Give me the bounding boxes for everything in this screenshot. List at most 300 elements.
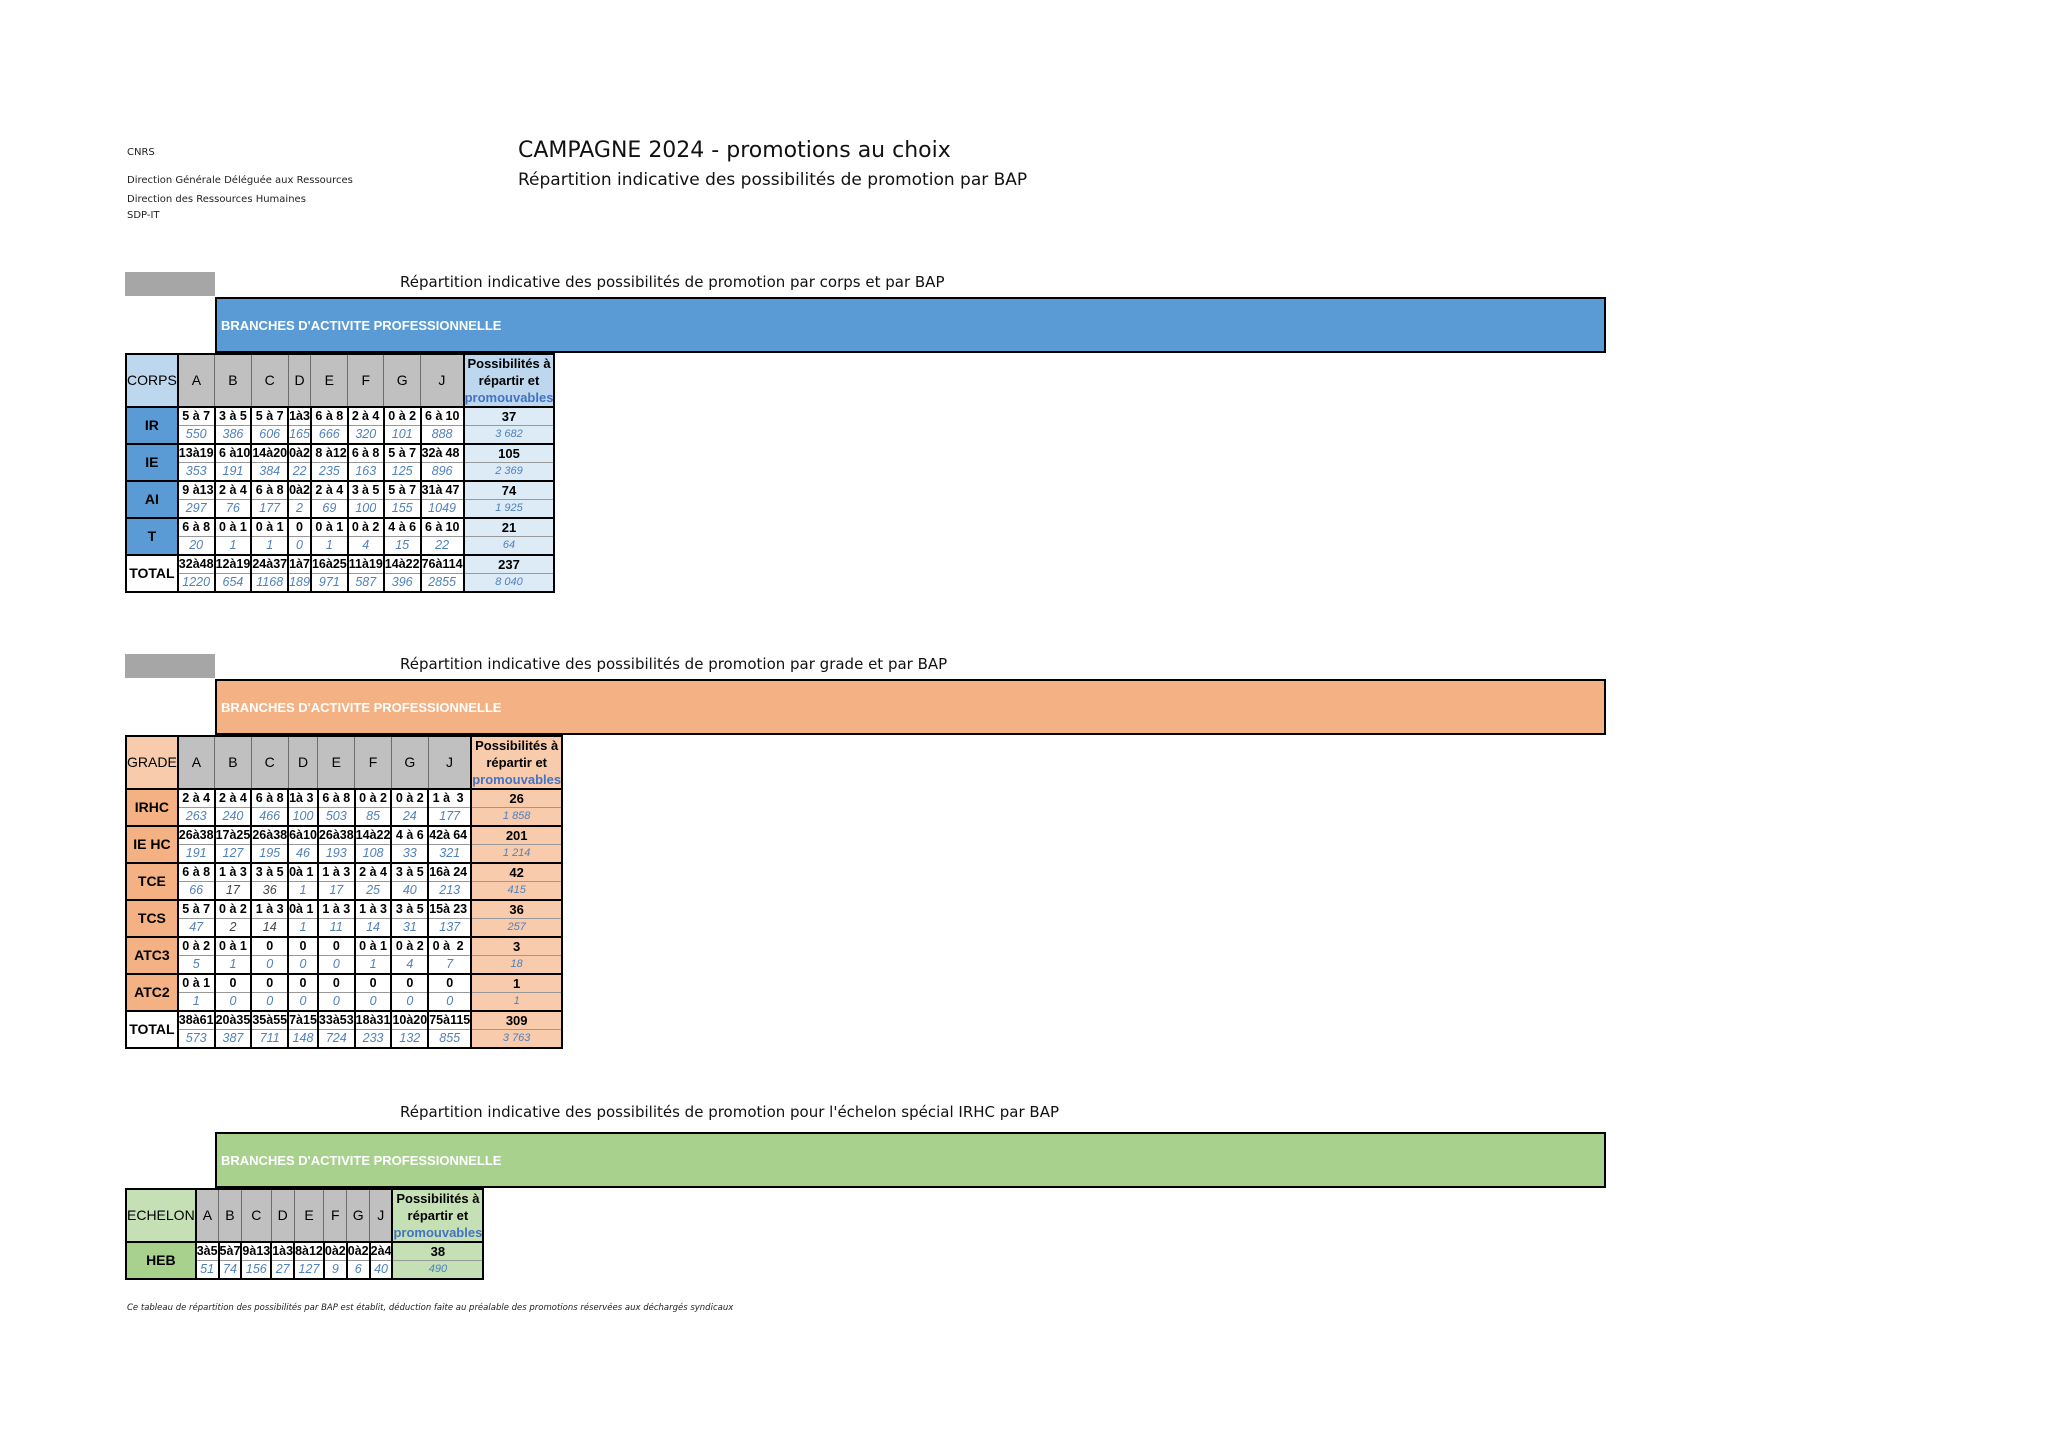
promouvables-value: 550 bbox=[178, 426, 215, 445]
range-max: 3 bbox=[340, 863, 355, 882]
range-max: 22 bbox=[377, 826, 392, 845]
range-min: 5 bbox=[219, 1242, 227, 1261]
range-max: 2 bbox=[377, 789, 392, 808]
range-max: 25 bbox=[333, 555, 348, 574]
promouvables-value: 1 bbox=[215, 537, 252, 556]
promouvables-value: 127 bbox=[294, 1261, 324, 1280]
range-min: 6 bbox=[178, 518, 193, 537]
range-sep: à bbox=[193, 481, 200, 500]
promouvables-value: 240 bbox=[215, 808, 252, 827]
promouvables-total: 1 925 bbox=[464, 500, 555, 519]
range-min: 6 bbox=[251, 789, 266, 808]
range-max: 61 bbox=[200, 1011, 215, 1030]
bap-header-e: E bbox=[294, 1189, 324, 1242]
bap-header-c: C bbox=[251, 354, 288, 407]
promouvables-value: 0 bbox=[428, 993, 471, 1012]
range-sep: à bbox=[326, 481, 333, 500]
range-sep: à bbox=[370, 1011, 377, 1030]
range-max: 7 bbox=[406, 481, 421, 500]
range-max: 23 bbox=[450, 900, 471, 919]
promouvables-value: 9 bbox=[324, 1261, 347, 1280]
range-sep: à bbox=[229, 518, 236, 537]
org-sdpit: SDP-IT bbox=[127, 210, 160, 221]
range-max: 1 bbox=[303, 863, 318, 882]
range-sep: à bbox=[227, 1242, 234, 1261]
promouvables-total: 415 bbox=[471, 882, 562, 901]
range-min: 26 bbox=[318, 826, 333, 845]
promouvables-value: 20 bbox=[178, 537, 215, 556]
promouvables-value: 31 bbox=[391, 919, 428, 938]
promouvables-value: 22 bbox=[421, 537, 464, 556]
range-max: 7 bbox=[273, 407, 288, 426]
range-max: 4 bbox=[236, 481, 251, 500]
range-max: 1 bbox=[236, 518, 251, 537]
range-max: 5 bbox=[211, 1242, 219, 1261]
poss-line2: répartir et bbox=[486, 755, 548, 770]
range-min: 4 bbox=[384, 518, 399, 537]
promouvables-value: 191 bbox=[178, 845, 215, 864]
possibilites-total: 74 bbox=[464, 481, 555, 500]
range-min: 0 bbox=[251, 518, 266, 537]
promouvables-value: 466 bbox=[251, 808, 288, 827]
range-sep: à bbox=[193, 900, 200, 919]
range-max: 64 bbox=[450, 826, 471, 845]
range-min: 3 bbox=[391, 900, 406, 919]
promouvables-value: 46 bbox=[288, 845, 318, 864]
promouvables-value: 177 bbox=[428, 808, 471, 827]
row-label: IE HC bbox=[126, 826, 178, 863]
range-max: 38 bbox=[340, 826, 355, 845]
range-min: 0 bbox=[355, 937, 370, 956]
range-sep: à bbox=[266, 481, 273, 500]
range-max: 7 bbox=[233, 1242, 241, 1261]
range-max: 5 bbox=[413, 900, 428, 919]
promouvables-value: 263 bbox=[178, 808, 215, 827]
poss-line1: Possibilités à bbox=[467, 356, 551, 371]
promouvables-value: 156 bbox=[241, 1261, 271, 1280]
range-min: 6 bbox=[311, 407, 326, 426]
range-max: 10 bbox=[442, 518, 463, 537]
range-min: 17 bbox=[215, 826, 230, 845]
corner-label: GRADE bbox=[126, 736, 178, 789]
range-max: 6 bbox=[413, 826, 428, 845]
range-max: 48 bbox=[442, 444, 463, 463]
promouvables-value: 0 bbox=[288, 993, 318, 1012]
promouvables-total: 3 763 bbox=[471, 1030, 562, 1049]
range-sep: à bbox=[443, 789, 450, 808]
range-max: 4 bbox=[385, 1242, 393, 1261]
bap-header-j: J bbox=[421, 354, 464, 407]
range-min: 32 bbox=[178, 555, 193, 574]
range-sep: à bbox=[229, 555, 236, 574]
bap-header-c: C bbox=[251, 736, 288, 789]
table-row bbox=[126, 937, 562, 956]
range-min: 14 bbox=[384, 555, 399, 574]
bap-header-b: B bbox=[219, 1189, 242, 1242]
promouvables-total: 490 bbox=[392, 1261, 483, 1280]
range-sep: à bbox=[266, 444, 273, 463]
range-max: 3 bbox=[450, 789, 471, 808]
range-value: 0 bbox=[288, 518, 311, 537]
range-min: 0 bbox=[348, 518, 362, 537]
range-min: 0 bbox=[288, 900, 296, 919]
range-sep: à bbox=[435, 444, 442, 463]
promouvables-value: 387 bbox=[215, 1030, 252, 1049]
promouvables-value: 0 bbox=[251, 993, 288, 1012]
range-max: 2 bbox=[362, 1242, 370, 1261]
range-sep: à bbox=[229, 481, 236, 500]
row-label: T bbox=[126, 518, 178, 555]
promouvables-value: 233 bbox=[355, 1030, 392, 1049]
range-max: 7 bbox=[303, 555, 311, 574]
range-max: 2 bbox=[413, 937, 428, 956]
range-sep: à bbox=[399, 481, 406, 500]
range-sep: à bbox=[296, 555, 303, 574]
range-max: 1 bbox=[303, 900, 318, 919]
range-min: 5 bbox=[178, 900, 193, 919]
range-min: 1 bbox=[355, 900, 370, 919]
range-sep: à bbox=[362, 407, 369, 426]
range-sep: à bbox=[406, 937, 413, 956]
range-max: 2 bbox=[200, 937, 215, 956]
promouvables-value: 386 bbox=[215, 426, 252, 445]
range-min: 2 bbox=[311, 481, 326, 500]
promouvables-value: 22 bbox=[288, 463, 311, 482]
range-min: 1 bbox=[215, 863, 230, 882]
range-sep: à bbox=[370, 863, 377, 882]
promouvables-total: 2 369 bbox=[464, 463, 555, 482]
range-sep: à bbox=[443, 937, 450, 956]
bap-header-e: E bbox=[311, 354, 348, 407]
range-sep: à bbox=[302, 1242, 309, 1261]
range-min: 13 bbox=[178, 444, 193, 463]
bap-header-a: A bbox=[178, 736, 215, 789]
range-max: 47 bbox=[442, 481, 463, 500]
promouvables-value: 17 bbox=[318, 882, 355, 901]
promouvables-value: 85 bbox=[355, 808, 392, 827]
promouvables-value: 0 bbox=[318, 993, 355, 1012]
range-sep: à bbox=[204, 1242, 211, 1261]
poss-line3: promouvables bbox=[472, 772, 562, 787]
table-row bbox=[126, 444, 554, 463]
promouvables-value: 148 bbox=[288, 1030, 318, 1049]
promouvables-value: 213 bbox=[428, 882, 471, 901]
range-sep: à bbox=[406, 789, 413, 808]
range-min: 0 bbox=[215, 937, 230, 956]
poss-line3: promouvables bbox=[393, 1225, 483, 1240]
range-max: 4 bbox=[200, 789, 215, 808]
promouvables-value: 0 bbox=[355, 993, 392, 1012]
promouvables-value: 654 bbox=[215, 574, 252, 593]
range-sep: à bbox=[370, 937, 377, 956]
bap-header-f: F bbox=[324, 1189, 347, 1242]
range-sep: à bbox=[266, 789, 273, 808]
range-min: 0 bbox=[391, 789, 406, 808]
promouvables-value: 384 bbox=[251, 463, 288, 482]
range-sep: à bbox=[362, 481, 369, 500]
range-max: 2 bbox=[236, 900, 251, 919]
possibilites-total: 237 bbox=[464, 555, 555, 574]
range-sep: à bbox=[229, 444, 236, 463]
range-min: 32 bbox=[421, 444, 436, 463]
range-sep: à bbox=[370, 789, 377, 808]
range-min: 18 bbox=[355, 1011, 370, 1030]
range-min: 24 bbox=[251, 555, 266, 574]
range-sep: à bbox=[193, 1011, 200, 1030]
range-min: 26 bbox=[178, 826, 193, 845]
range-max: 1 bbox=[236, 937, 251, 956]
range-sep: à bbox=[193, 518, 200, 537]
range-max: 3 bbox=[236, 863, 251, 882]
page-title: CAMPAGNE 2024 - promotions au choix bbox=[518, 138, 951, 163]
range-min: 14 bbox=[251, 444, 266, 463]
poss-line2: répartir et bbox=[407, 1208, 469, 1223]
range-max: 7 bbox=[406, 444, 421, 463]
range-max: 6 bbox=[406, 518, 421, 537]
range-max: 13 bbox=[200, 481, 215, 500]
promouvables-value: 24 bbox=[391, 808, 428, 827]
promouvables-value: 0 bbox=[288, 956, 318, 975]
range-min: 0 bbox=[288, 444, 296, 463]
range-min: 2 bbox=[178, 789, 193, 808]
promouvables-value: 14 bbox=[251, 919, 288, 938]
range-min: 14 bbox=[355, 826, 370, 845]
range-sep: à bbox=[296, 900, 303, 919]
range-sep: à bbox=[193, 974, 200, 993]
range-sep: à bbox=[229, 863, 236, 882]
range-max: 7 bbox=[200, 407, 215, 426]
promouvables-total: 18 bbox=[471, 956, 562, 975]
range-min: 12 bbox=[215, 555, 230, 574]
range-min: 5 bbox=[178, 407, 193, 426]
promouvables-value: 100 bbox=[288, 808, 318, 827]
promouvables-value: 321 bbox=[428, 845, 471, 864]
range-sep: à bbox=[266, 1011, 273, 1030]
range-max: 31 bbox=[377, 1011, 392, 1030]
promouvables-value: 101 bbox=[384, 426, 421, 445]
promouvables-value: 0 bbox=[318, 956, 355, 975]
range-sep: à bbox=[399, 407, 406, 426]
range-sep: à bbox=[296, 789, 303, 808]
range-sep: à bbox=[229, 407, 236, 426]
range-min: 15 bbox=[428, 900, 443, 919]
range-min: 6 bbox=[178, 863, 193, 882]
possibilites-total: 1 bbox=[471, 974, 562, 993]
range-min: 9 bbox=[178, 481, 193, 500]
range-max: 4 bbox=[369, 407, 384, 426]
range-max: 5 bbox=[369, 481, 384, 500]
table-row bbox=[126, 900, 562, 919]
range-sep: à bbox=[193, 937, 200, 956]
promouvables-value: 40 bbox=[391, 882, 428, 901]
promouvables-value: 297 bbox=[178, 500, 215, 519]
range-max: 2 bbox=[303, 444, 311, 463]
range-min: 35 bbox=[251, 1011, 266, 1030]
promouvables-value: 888 bbox=[421, 426, 464, 445]
range-sep: à bbox=[266, 555, 273, 574]
range-max: 13 bbox=[256, 1242, 271, 1261]
org-cnrs: CNRS bbox=[127, 147, 155, 158]
range-sep: à bbox=[266, 407, 273, 426]
promouvables-value: 1220 bbox=[178, 574, 215, 593]
possibilites-total: 105 bbox=[464, 444, 555, 463]
range-min: 1 bbox=[318, 900, 333, 919]
promouvables-value: 666 bbox=[311, 426, 348, 445]
range-value: 0 bbox=[215, 974, 252, 993]
range-min: 0 bbox=[178, 974, 193, 993]
promouvables-value: 40 bbox=[370, 1261, 393, 1280]
range-sep: à bbox=[326, 555, 333, 574]
footnote: Ce tableau de répartition des possibilités par BAP est établit, déduction faite au préalable des promotions réservées aux déchargés syndicaux bbox=[127, 1303, 734, 1313]
range-min: 75 bbox=[428, 1011, 443, 1030]
range-min: 3 bbox=[215, 407, 230, 426]
range-min: 0 bbox=[215, 518, 230, 537]
range-value: 0 bbox=[428, 974, 471, 993]
range-value: 0 bbox=[318, 974, 355, 993]
promouvables-value: 7 bbox=[428, 956, 471, 975]
range-sep: à bbox=[406, 900, 413, 919]
range-min: 20 bbox=[215, 1011, 230, 1030]
bap-header-j: J bbox=[428, 736, 471, 789]
range-max: 55 bbox=[273, 1011, 288, 1030]
range-min: 10 bbox=[391, 1011, 406, 1030]
range-max: 8 bbox=[273, 481, 288, 500]
bap-header-b: B bbox=[215, 736, 252, 789]
range-min: 76 bbox=[421, 555, 436, 574]
promouvables-value: 0 bbox=[215, 993, 252, 1012]
promouvables-value: 2855 bbox=[421, 574, 464, 593]
range-sep: à bbox=[296, 481, 303, 500]
range-sep: à bbox=[193, 407, 200, 426]
table-row bbox=[126, 863, 562, 882]
range-min: 2 bbox=[215, 481, 230, 500]
row-label: TOTAL bbox=[126, 1011, 178, 1048]
bap-header-g: G bbox=[347, 1189, 370, 1242]
range-max: 38 bbox=[200, 826, 215, 845]
range-max: 8 bbox=[200, 863, 215, 882]
range-value: 0 bbox=[318, 937, 355, 956]
range-min: 0 bbox=[288, 481, 296, 500]
promouvables-value: 711 bbox=[251, 1030, 288, 1049]
promouvables-value: 5 bbox=[178, 956, 215, 975]
range-min: 7 bbox=[288, 1011, 296, 1030]
range-sep: à bbox=[279, 1242, 286, 1261]
range-min: 5 bbox=[384, 481, 399, 500]
promouvables-value: 177 bbox=[251, 500, 288, 519]
range-min: 0 bbox=[391, 937, 406, 956]
bap-banner: BRANCHES D'ACTIVITE PROFESSIONNELLE bbox=[215, 1132, 1606, 1188]
range-min: 26 bbox=[251, 826, 266, 845]
promouvables-value: 971 bbox=[311, 574, 348, 593]
range-min: 8 bbox=[311, 444, 326, 463]
range-sep: à bbox=[443, 863, 450, 882]
range-sep: à bbox=[266, 518, 273, 537]
range-max: 114 bbox=[442, 555, 463, 574]
range-min: 8 bbox=[294, 1242, 302, 1261]
range-max: 10 bbox=[236, 444, 251, 463]
promouvables-value: 2 bbox=[288, 500, 311, 519]
promouvables-total: 3 682 bbox=[464, 426, 555, 445]
range-max: 1 bbox=[377, 937, 392, 956]
range-sep: à bbox=[443, 1011, 450, 1030]
corner-label: CORPS bbox=[126, 354, 178, 407]
promouvables-value: 163 bbox=[348, 463, 384, 482]
range-sep: à bbox=[333, 900, 340, 919]
promouvables-value: 27 bbox=[271, 1261, 294, 1280]
range-max: 4 bbox=[236, 789, 251, 808]
range-max: 3 bbox=[340, 900, 355, 919]
range-max: 12 bbox=[309, 1242, 324, 1261]
data-table bbox=[125, 353, 555, 593]
range-max: 2 bbox=[406, 407, 421, 426]
possibilites-header bbox=[464, 354, 555, 407]
row-label: AI bbox=[126, 481, 178, 518]
promouvables-value: 1 bbox=[251, 537, 288, 556]
range-min: 0 bbox=[347, 1242, 355, 1261]
promouvables-value: 74 bbox=[219, 1261, 242, 1280]
range-max: 25 bbox=[236, 826, 251, 845]
promouvables-value: 1 bbox=[288, 919, 318, 938]
promouvables-value: 235 bbox=[311, 463, 348, 482]
range-sep: à bbox=[326, 407, 333, 426]
range-sep: à bbox=[362, 444, 369, 463]
promouvables-value: 1 bbox=[311, 537, 348, 556]
promouvables-total: 257 bbox=[471, 919, 562, 938]
promouvables-value: 724 bbox=[318, 1030, 355, 1049]
gray-tab bbox=[125, 654, 215, 678]
corner-label: ECHELON bbox=[126, 1189, 196, 1242]
promouvables-value: 36 bbox=[251, 882, 288, 901]
range-max: 24 bbox=[450, 863, 471, 882]
range-max: 12 bbox=[333, 444, 348, 463]
range-min: 0 bbox=[288, 863, 296, 882]
range-min: 1 bbox=[251, 900, 266, 919]
range-sep: à bbox=[399, 518, 406, 537]
range-min: 11 bbox=[348, 555, 362, 574]
range-sep: à bbox=[332, 1242, 339, 1261]
range-sep: à bbox=[193, 826, 200, 845]
range-value: 0 bbox=[251, 937, 288, 956]
range-sep: à bbox=[406, 826, 413, 845]
bap-header-g: G bbox=[391, 736, 428, 789]
promouvables-total: 64 bbox=[464, 537, 555, 556]
promouvables-value: 25 bbox=[355, 882, 392, 901]
range-min: 6 bbox=[348, 444, 362, 463]
promouvables-value: 11 bbox=[318, 919, 355, 938]
promouvables-value: 6 bbox=[347, 1261, 370, 1280]
range-value: 0 bbox=[251, 974, 288, 993]
bap-header-a: A bbox=[196, 1189, 219, 1242]
table-row bbox=[126, 789, 562, 808]
range-max: 3 bbox=[303, 789, 318, 808]
table-row bbox=[126, 974, 562, 993]
page-subtitle: Répartition indicative des possibilités de promotion par BAP bbox=[518, 170, 1028, 190]
range-min: 0 bbox=[428, 937, 443, 956]
range-min: 38 bbox=[178, 1011, 193, 1030]
possibilites-total: 201 bbox=[471, 826, 562, 845]
table-row bbox=[126, 518, 554, 537]
range-sep: à bbox=[333, 826, 340, 845]
row-label: ATC3 bbox=[126, 937, 178, 974]
range-max: 19 bbox=[200, 444, 215, 463]
bap-header-b: B bbox=[215, 354, 252, 407]
range-min: 2 bbox=[215, 789, 230, 808]
promouvables-value: 108 bbox=[355, 845, 392, 864]
range-min: 6 bbox=[318, 789, 333, 808]
promouvables-value: 100 bbox=[348, 500, 384, 519]
table-row bbox=[126, 481, 554, 500]
promouvables-total: 1 bbox=[471, 993, 562, 1012]
